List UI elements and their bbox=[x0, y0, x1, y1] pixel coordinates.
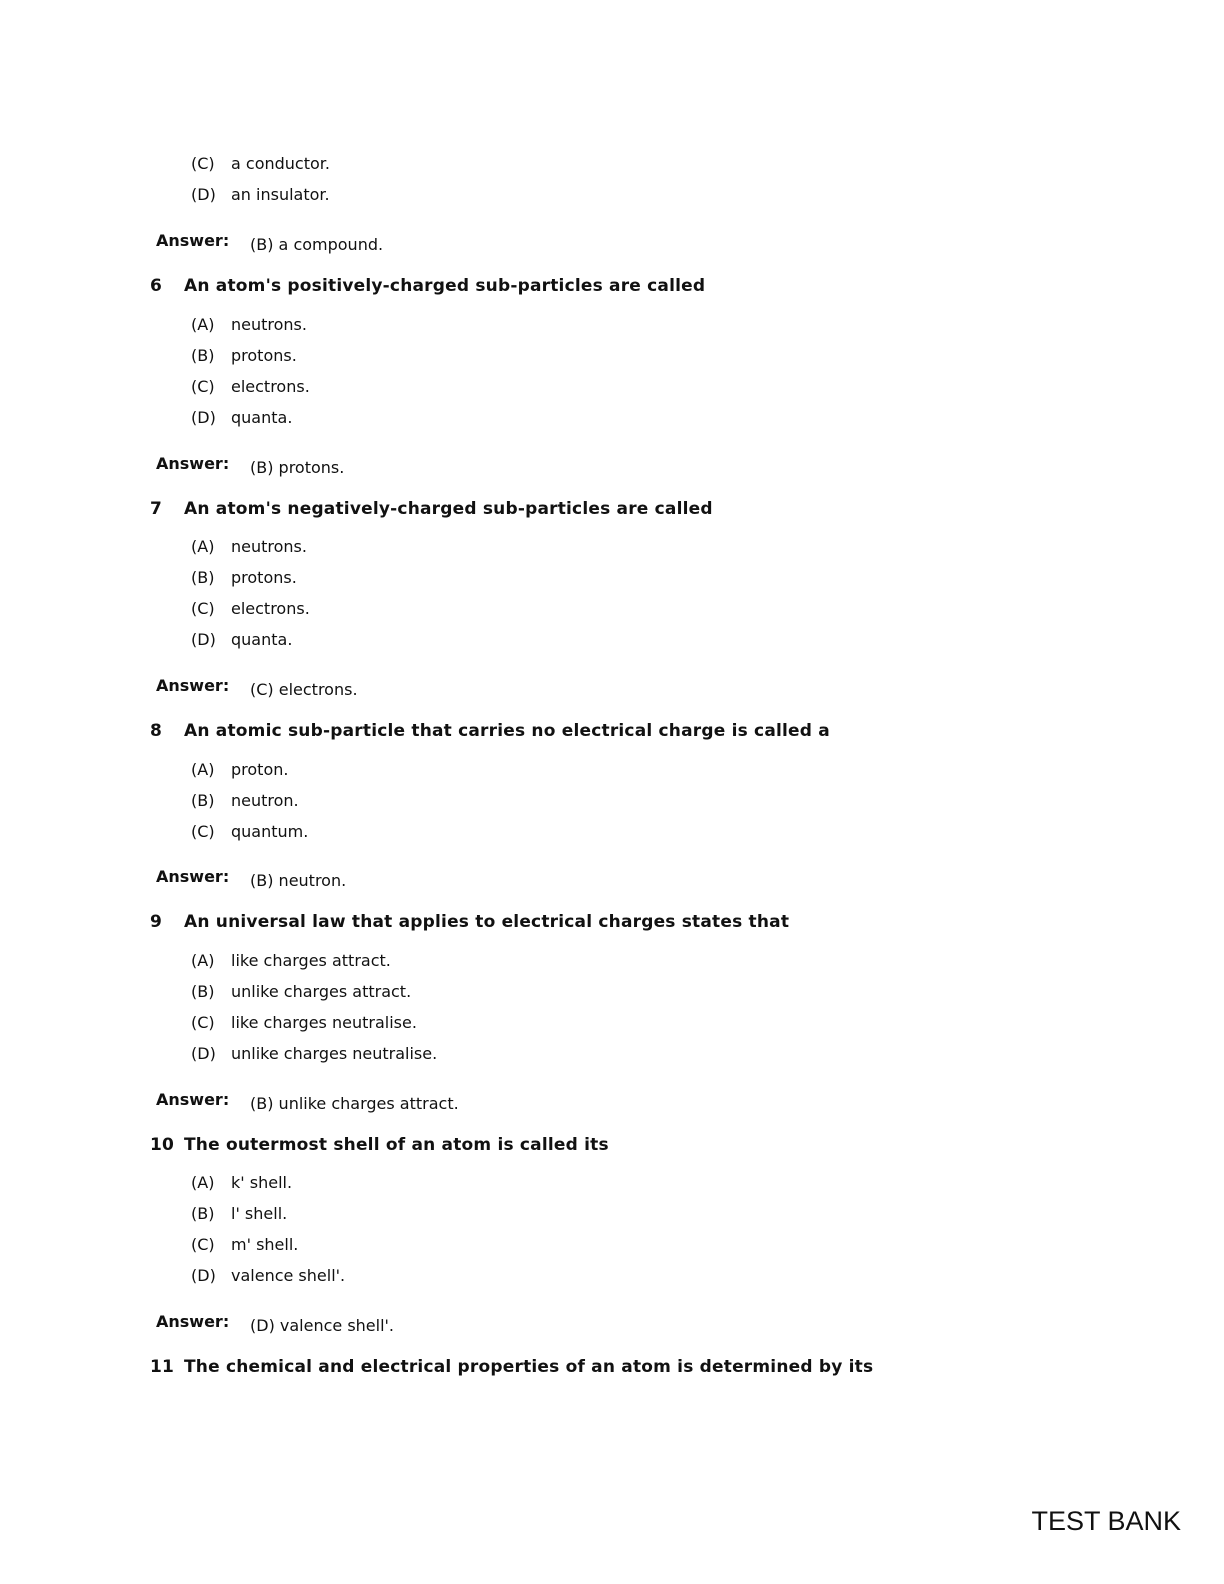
option-text: m' shell. bbox=[231, 1235, 299, 1254]
option-text: protons. bbox=[231, 346, 297, 365]
option-text: protons. bbox=[231, 568, 297, 587]
option-c bbox=[191, 1013, 417, 1032]
option-text: proton. bbox=[231, 760, 289, 779]
option-label: (D) bbox=[191, 1266, 216, 1285]
answer-label: Answer: bbox=[156, 231, 230, 250]
option-a bbox=[191, 315, 307, 334]
option-d bbox=[191, 1266, 345, 1285]
question-number: 7 bbox=[150, 499, 163, 519]
answer-value: (B) protons. bbox=[250, 458, 345, 477]
question-text: The outermost shell of an atom is called its bbox=[184, 1135, 609, 1155]
option-b bbox=[191, 568, 297, 587]
option-text: an insulator. bbox=[231, 185, 330, 204]
option-label: (C) bbox=[191, 377, 215, 396]
option-a bbox=[191, 760, 288, 779]
question-11 bbox=[150, 1357, 873, 1377]
question-8 bbox=[150, 721, 830, 741]
answer-value: (D) valence shell'. bbox=[250, 1316, 395, 1335]
question-number: 6 bbox=[150, 276, 163, 296]
option-label: (B) bbox=[191, 791, 215, 810]
option-text: neutron. bbox=[231, 791, 299, 810]
option-text: unlike charges attract. bbox=[231, 982, 412, 1001]
option-b bbox=[191, 346, 297, 365]
question-9 bbox=[150, 912, 789, 932]
option-c bbox=[191, 599, 310, 618]
footer-test-bank: TEST BANK bbox=[1031, 1506, 1181, 1536]
option-text: like charges neutralise. bbox=[231, 1013, 417, 1032]
option-b bbox=[191, 982, 411, 1001]
answer-label: Answer: bbox=[156, 1090, 230, 1109]
option-label: (D) bbox=[191, 630, 216, 649]
option-c bbox=[191, 377, 310, 396]
option-text: quanta. bbox=[231, 630, 293, 649]
question-number: 11 bbox=[150, 1357, 175, 1377]
option-label: (D) bbox=[191, 408, 216, 427]
option-text: unlike charges neutralise. bbox=[231, 1044, 438, 1063]
option-label: (C) bbox=[191, 154, 215, 173]
option-label: (D) bbox=[191, 1044, 216, 1063]
option-label: (A) bbox=[191, 537, 215, 556]
option-label: (C) bbox=[191, 822, 215, 841]
option-d bbox=[191, 1044, 437, 1063]
option-c bbox=[191, 822, 308, 841]
answer-value: (B) a compound. bbox=[250, 235, 384, 254]
option-text: neutrons. bbox=[231, 315, 307, 334]
option-label: (B) bbox=[191, 982, 215, 1001]
option-text: valence shell'. bbox=[231, 1266, 346, 1285]
question-text: The chemical and electrical properties of an atom is determined by its bbox=[184, 1357, 874, 1377]
option-label: (B) bbox=[191, 1204, 215, 1223]
question-7 bbox=[150, 499, 713, 519]
question-text: An universal law that applies to electrical charges states that bbox=[184, 912, 790, 932]
option-text: quantum. bbox=[231, 822, 309, 841]
answer-label: Answer: bbox=[156, 1312, 230, 1331]
answer-label: Answer: bbox=[156, 676, 230, 695]
option-text: electrons. bbox=[231, 599, 310, 618]
question-10 bbox=[150, 1135, 609, 1155]
option-text: a conductor. bbox=[231, 154, 330, 173]
answer-value: (C) electrons. bbox=[250, 680, 358, 699]
answer-label: Answer: bbox=[156, 867, 230, 886]
option-b bbox=[191, 1204, 287, 1223]
option-b bbox=[191, 791, 299, 810]
question-text: An atom's negatively-charged sub-particles are called bbox=[184, 499, 713, 519]
option-label: (C) bbox=[191, 599, 215, 618]
option-a bbox=[191, 951, 391, 970]
option-label: (A) bbox=[191, 1173, 215, 1192]
option-label: (A) bbox=[191, 951, 215, 970]
answer-value: (B) unlike charges attract. bbox=[250, 1094, 459, 1113]
option-text: l' shell. bbox=[231, 1204, 288, 1223]
option-a bbox=[191, 1173, 292, 1192]
question-6 bbox=[150, 276, 705, 296]
question-number: 9 bbox=[150, 912, 163, 932]
option-text: neutrons. bbox=[231, 537, 307, 556]
option-label: (C) bbox=[191, 1235, 215, 1254]
answer-value: (B) neutron. bbox=[250, 871, 347, 890]
option-label: (A) bbox=[191, 760, 215, 779]
question-number: 10 bbox=[150, 1135, 175, 1155]
question-number: 8 bbox=[150, 721, 163, 741]
option-label: (A) bbox=[191, 315, 215, 334]
option-label: (B) bbox=[191, 346, 215, 365]
option-text: electrons. bbox=[231, 377, 310, 396]
option-label: (D) bbox=[191, 185, 216, 204]
question-text: An atomic sub-particle that carries no electrical charge is called a bbox=[184, 721, 830, 741]
option-text: quanta. bbox=[231, 408, 293, 427]
option-label: (B) bbox=[191, 568, 215, 587]
option-c bbox=[191, 1235, 298, 1254]
option-text: like charges attract. bbox=[231, 951, 391, 970]
option-a bbox=[191, 537, 307, 556]
answer-label: Answer: bbox=[156, 454, 230, 473]
option-d bbox=[191, 630, 292, 649]
option-d bbox=[191, 185, 330, 204]
option-label: (C) bbox=[191, 1013, 215, 1032]
option-c bbox=[191, 154, 330, 173]
question-text: An atom's positively-charged sub-particles are called bbox=[184, 276, 706, 296]
option-text: k' shell. bbox=[231, 1173, 293, 1192]
option-d bbox=[191, 408, 292, 427]
